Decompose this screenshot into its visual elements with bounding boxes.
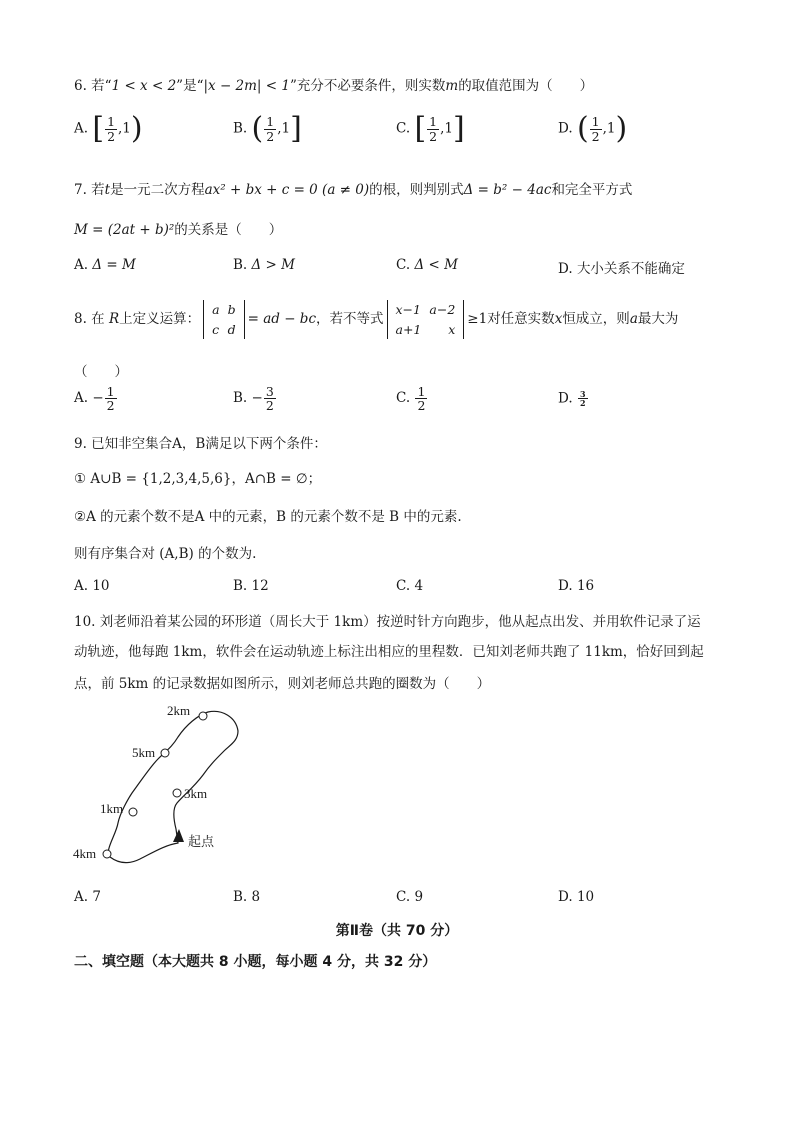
numerator: 1: [429, 114, 438, 130]
option-label: D.: [558, 390, 573, 407]
numerator: 1: [591, 114, 600, 130]
q9-option-a[interactable]: [74, 578, 110, 594]
det-cell: c: [212, 321, 220, 337]
q6-end: 的取值范围为（ ）: [458, 78, 594, 94]
q6-stem: [74, 74, 593, 94]
q8-def: 上定义运算：: [119, 311, 201, 327]
determinant-2: [387, 300, 465, 339]
label-5km: 5km: [132, 745, 156, 760]
bracket-right: ]: [453, 111, 465, 146]
bracket-right: ): [130, 111, 143, 146]
marker-2km: [199, 712, 207, 720]
marker-4km: [103, 850, 111, 858]
option-label: D.: [558, 120, 573, 137]
option-text: 9: [414, 889, 424, 905]
q6-mid: ”是“: [176, 78, 204, 94]
denominator: 2: [265, 398, 274, 414]
q6-condition-2: |x − 2m| < 1: [203, 78, 290, 94]
q8-stem: [74, 300, 678, 339]
bracket-right: ): [615, 111, 628, 146]
label-2km: 2km: [167, 703, 191, 718]
q8-option-b[interactable]: [233, 385, 277, 412]
section-part-heading: 二、填空题（本大题共 8 小题，每小题 4 分，共 32 分）: [74, 954, 437, 970]
option-label: B.: [233, 889, 248, 905]
marker-3km: [173, 789, 181, 797]
det-cell: a−2: [429, 302, 456, 317]
q7-text-c: 的根，则判别式: [369, 182, 464, 198]
option-label: B.: [233, 120, 248, 137]
q8-set-r: R: [108, 311, 120, 327]
determinant-1: [203, 300, 244, 339]
option-rest: ,1: [118, 120, 131, 137]
option-label: A.: [74, 390, 89, 407]
option-text: 大小关系不能确定: [576, 261, 685, 277]
marker-1km: [129, 808, 137, 816]
q9-option-d[interactable]: [558, 578, 594, 594]
q6-tail: ”充分不必要条件，则实数: [289, 78, 446, 94]
option-rest: ,1: [277, 120, 291, 137]
q8-option-c[interactable]: [396, 385, 428, 412]
label-3km: 3km: [184, 786, 208, 801]
q10-stem-line1: 10. 刘老师沿着某公园的环形道（周长大于 1km）按逆时针方向跑步，他从起点出发、并用软件记录了运: [74, 614, 701, 630]
q10-option-a[interactable]: [74, 889, 101, 905]
q10-stem-line2: 动轨迹，他每跑 1km，软件会在运动轨迹上标注出相应的里程数．已知刘老师共跑了 11km，恰好回到起: [74, 644, 704, 660]
numerator: 1: [417, 384, 426, 399]
option-label: C.: [396, 390, 411, 407]
bracket-left: (: [251, 111, 264, 146]
q8-var-a: a: [629, 311, 638, 327]
section-title: 第Ⅱ卷（共 70 分）: [335, 923, 459, 939]
option-text: 10: [576, 889, 595, 905]
q8-tail3: 最大为: [637, 311, 679, 327]
q7-option-d[interactable]: [558, 257, 685, 277]
q8-tail1: 对任意实数: [487, 311, 555, 327]
fraction: [415, 385, 427, 412]
option-label: A.: [74, 257, 89, 273]
q8-mid: ，若不等式: [316, 311, 384, 327]
q9-stem-line4: 则有序集合对 (A,B) 的个数为.: [74, 546, 257, 562]
option-text: 7: [92, 889, 101, 905]
option-rest: ,1: [602, 120, 616, 137]
det-cell: b: [227, 302, 236, 317]
label-1km: 1km: [100, 801, 124, 816]
q9-condition-2: ②A 的元素个数不是A 中的元素，B 的元素个数不是 B 中的元素.: [74, 509, 462, 525]
q10-option-d[interactable]: [558, 889, 594, 905]
fraction: [264, 385, 276, 412]
fraction: [578, 390, 588, 408]
numerator: 1: [107, 114, 116, 130]
q6-option-d[interactable]: [558, 111, 628, 146]
q7-option-c[interactable]: [396, 257, 458, 273]
track-path: [108, 711, 238, 862]
option-sign: −: [251, 390, 263, 407]
q9-stem-line1: 9. 已知非空集合A，B满足以下两个条件：: [74, 436, 327, 452]
marker-5km: [161, 749, 169, 757]
option-label: C.: [396, 578, 411, 594]
option-label: A.: [74, 889, 89, 905]
option-text: 4: [414, 578, 424, 594]
q10-option-c[interactable]: [396, 889, 423, 905]
q8-paren: （ ）: [74, 364, 128, 380]
fraction: [105, 385, 117, 412]
denominator: 2: [429, 128, 438, 144]
option-label: B.: [233, 578, 248, 594]
q7-equation: ax² + bx + c = 0 (a ≠ 0): [204, 182, 370, 198]
option-label: C.: [396, 120, 411, 137]
option-label: C.: [396, 889, 411, 905]
bracket-right: ]: [290, 111, 302, 146]
option-rest: ,1: [440, 120, 453, 137]
q6-option-b[interactable]: [233, 111, 302, 146]
option-label: A.: [74, 120, 89, 137]
denominator: 2: [591, 128, 600, 144]
q7-lead: 7. 若: [74, 182, 105, 198]
q6-option-a[interactable]: [74, 111, 143, 146]
q9-option-c[interactable]: [396, 578, 423, 594]
option-text: 12: [251, 578, 269, 594]
numerator: 1: [266, 114, 275, 130]
q6-option-c[interactable]: [396, 111, 465, 146]
det-cell: x: [448, 321, 456, 337]
q6-condition-1: 1 < x < 2: [111, 78, 177, 94]
q10-stem-line3: 点，前 5km 的记录数据如图所示，则刘老师总共跑的圈数为（ ）: [74, 676, 491, 692]
q7-option-a[interactable]: [74, 257, 136, 273]
det-cell: x−1: [395, 302, 421, 317]
q7-text-d: 和完全平方式: [551, 182, 633, 198]
option-label: D.: [558, 578, 573, 594]
q8-var-x: x: [554, 311, 563, 327]
q7-tail: 的关系是（ ）: [174, 222, 283, 238]
q6-var: m: [445, 78, 459, 94]
fraction: [264, 115, 276, 142]
option-label: C.: [396, 257, 411, 273]
option-label: D.: [558, 889, 573, 905]
denominator: 2: [579, 398, 586, 409]
numerator: 1: [106, 384, 115, 399]
denominator: 2: [417, 398, 426, 414]
fraction: [105, 115, 117, 142]
label-start: 起点: [188, 834, 215, 849]
q7-text-b: 是一元二次方程: [110, 182, 205, 198]
q10-option-b[interactable]: [233, 889, 260, 905]
q6-lead: 6. 若“: [74, 78, 112, 94]
start-triangle: [173, 829, 184, 842]
option-text: Δ = M: [92, 257, 136, 273]
det-cell: a: [212, 302, 220, 317]
q7-stem-line2: [74, 218, 282, 238]
q8-option-d[interactable]: [558, 390, 589, 408]
q8-inequality: ≥1: [467, 311, 488, 327]
bracket-left: [: [414, 111, 427, 146]
q9-option-b[interactable]: [233, 578, 269, 594]
q7-discriminant: Δ = b² − 4ac: [463, 182, 552, 198]
option-label: B.: [233, 390, 248, 407]
running-track-figure: [60, 695, 260, 875]
det-cell: a+1: [395, 321, 422, 337]
option-text: 8: [251, 889, 261, 905]
option-sign: −: [92, 390, 104, 407]
label-4km: 4km: [73, 846, 97, 861]
fraction: [590, 115, 602, 142]
q8-lead: 8. 在: [74, 311, 105, 327]
option-text: 10: [92, 578, 110, 594]
fraction: [427, 115, 439, 142]
q8-definition: = ad − bc: [247, 311, 316, 327]
bracket-left: [: [92, 111, 105, 146]
det-cell: d: [227, 321, 236, 337]
option-label: B.: [233, 257, 248, 273]
denominator: 2: [107, 128, 116, 144]
option-text: Δ > M: [251, 257, 295, 273]
q7-m-expression: M = (2at + b)²: [74, 222, 175, 238]
option-text: Δ < M: [414, 257, 458, 273]
option-label: D.: [558, 261, 573, 277]
q8-option-a[interactable]: [74, 385, 118, 412]
numerator: 3: [579, 389, 586, 399]
q7-var-t: t: [104, 182, 111, 198]
q8-tail2: 恒成立，则: [562, 311, 630, 327]
option-label: A.: [74, 578, 89, 594]
q9-condition-1: ① A∪B = {1,2,3,4,5,6}，A∩B = ∅；: [74, 471, 322, 487]
denominator: 2: [266, 128, 275, 144]
q7-stem-line1: [74, 178, 632, 198]
option-text: 16: [576, 578, 595, 594]
denominator: 2: [106, 398, 115, 414]
q7-option-b[interactable]: [233, 257, 295, 273]
numerator: 3: [265, 384, 274, 399]
bracket-left: (: [576, 111, 589, 146]
